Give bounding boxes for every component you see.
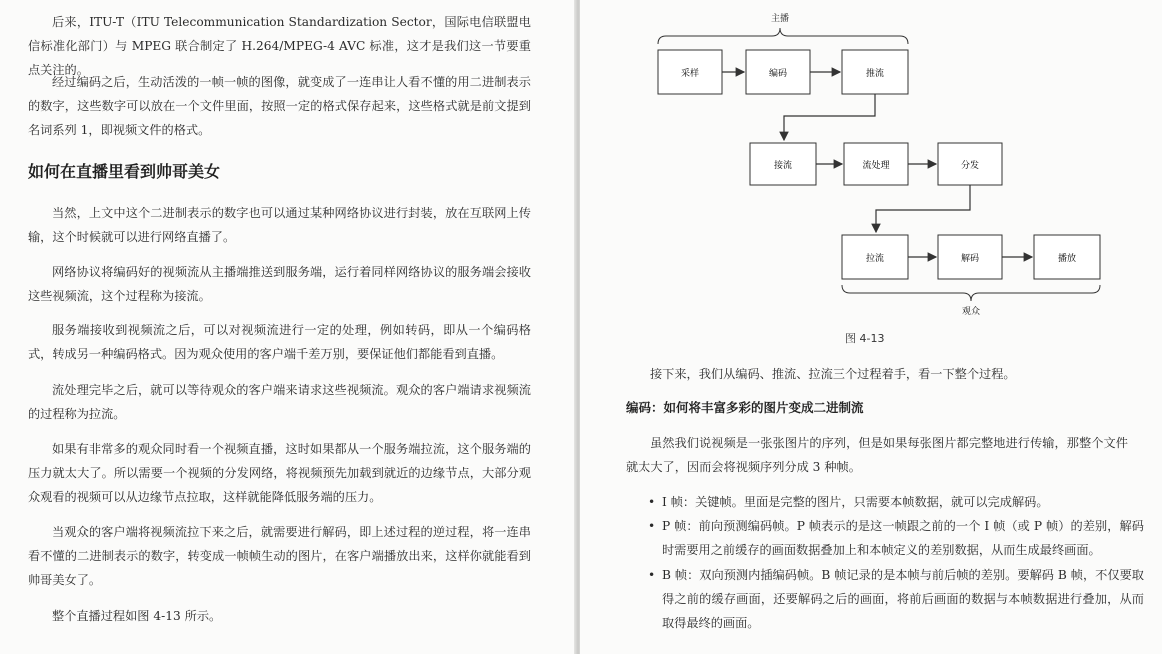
paragraph-ingest: 网络协议将编码好的视频流从主播端推送到服务端，运行着同样网络协议的服务端会接收这些视频流，这个过程称为接流。: [28, 265, 531, 303]
box-push-label: 推流: [865, 69, 885, 79]
paragraph-network: 当然，上文中这个二进制表示的数字也可以通过某种网络协议进行封装，放在互联网上传输，这个时候就可以进行网络直播了。: [28, 206, 531, 244]
box-sampling-label: 采样: [680, 69, 700, 79]
paragraph-processing: 服务端接收到视频流之后，可以对视频流进行一定的处理，例如转码，即从一个编码格式，转成另一种编码格式。因为观众使用的客户端千差万别，要保证他们都能看到直播。: [28, 323, 531, 361]
live-stream-diagram: [650, 6, 1110, 324]
paragraph-intro: 接下来，我们从编码、推流、拉流三个过程着手，看一下整个过程。: [650, 367, 1016, 381]
bullet-dot: •: [648, 495, 656, 509]
box-processing-label: 流处理: [862, 161, 890, 171]
paragraph-frames: 虽然我们说视频是一张张图片的序列，但是如果每张图片都完整地进行传输，那整个文件就太大了，因而会将视频序列分成 3 种帧。: [626, 436, 1128, 474]
label-broadcaster: 主播: [770, 14, 790, 24]
box-ingest-label: 接流: [773, 161, 793, 171]
label-audience: 观众: [961, 307, 981, 317]
bottom-brace: [842, 285, 1100, 301]
subsection-heading: 编码：如何将丰富多彩的图片变成二进制流: [626, 400, 864, 415]
box-play-label: 播放: [1057, 254, 1077, 264]
list-item-i-frame: • I 帧：关键帧。里面是完整的图片，只需要本帧数据，就可以完成解码。: [648, 490, 1144, 514]
list-item-p-frame: • P 帧：前向预测编码帧。P 帧表示的是这一帧跟之前的一个 I 帧（或 P 帧）的差别，解码时需要用之前缓存的画面数据叠加上和本帧定义的差别数据，从而生成最终画面。: [648, 514, 1144, 562]
bullet-dot: •: [648, 568, 656, 582]
box-distribute-label: 分发: [960, 161, 980, 171]
top-brace: [658, 28, 908, 44]
box-decode-label: 解码: [960, 254, 980, 264]
bullet-dot: •: [648, 519, 656, 533]
paragraph-figure-ref: 整个直播过程如图 4-13 所示。: [52, 609, 222, 623]
paragraph-pull: 流处理完毕之后，就可以等待观众的客户端来请求这些视频流。观众的客户端请求视频流的过程称为拉流。: [28, 383, 531, 421]
box-encode-label: 编码: [768, 69, 788, 79]
arrow-push-ingest: [784, 94, 875, 140]
list-item-b-frame: • B 帧：双向预测内插编码帧。B 帧记录的是本帧与前后帧的差别。要解码 B 帧，不仅要取得之前的缓存画面，还要解码之后的画面，将前后画面的数据与本帧数据进行叠加，从而取得最终的画面。: [648, 563, 1144, 635]
paragraph-encoding: 经过编码之后，生动活泼的一帧一帧的图像，就变成了一连串让人看不懂的用二进制表示的数字，这些数字可以放在一个文件里面，按照一定的格式保存起来，这些格式就是前文提到名词系列 1，即视频文件的格式。: [28, 75, 531, 137]
paragraph-itu: 后来，ITU-T（ITU Telecommunication Standardization Sector，国际电信联盟电信标准化部门）与 MPEG 联合制定了 H.264/MPEG-4 AVC 标准，这才是我们这一节要重点关注的。: [28, 15, 531, 77]
figure-caption: 图 4-13: [845, 332, 885, 345]
paragraph-cdn: 如果有非常多的观众同时看一个视频直播，这时如果都从一个服务端拉流，这个服务端的压力就太大了。所以需要一个视频的分发网络，将视频预先加载到就近的边缘节点，大部分观众观看的视频可以从边缘节点拉取，这样就能降低服务端的压力。: [28, 442, 531, 504]
paragraph-decode: 当观众的客户端将视频流拉下来之后，就需要进行解码，即上述过程的逆过程，将一连串看不懂的二进制表示的数字，转变成一帧帧生动的图片，在客户端播放出来，这样你就能看到帅哥美女了。: [28, 525, 531, 587]
box-pull-label: 拉流: [865, 254, 885, 264]
arrow-distribute-pull: [876, 185, 970, 232]
section-heading: 如何在直播里看到帅哥美女: [28, 162, 221, 181]
